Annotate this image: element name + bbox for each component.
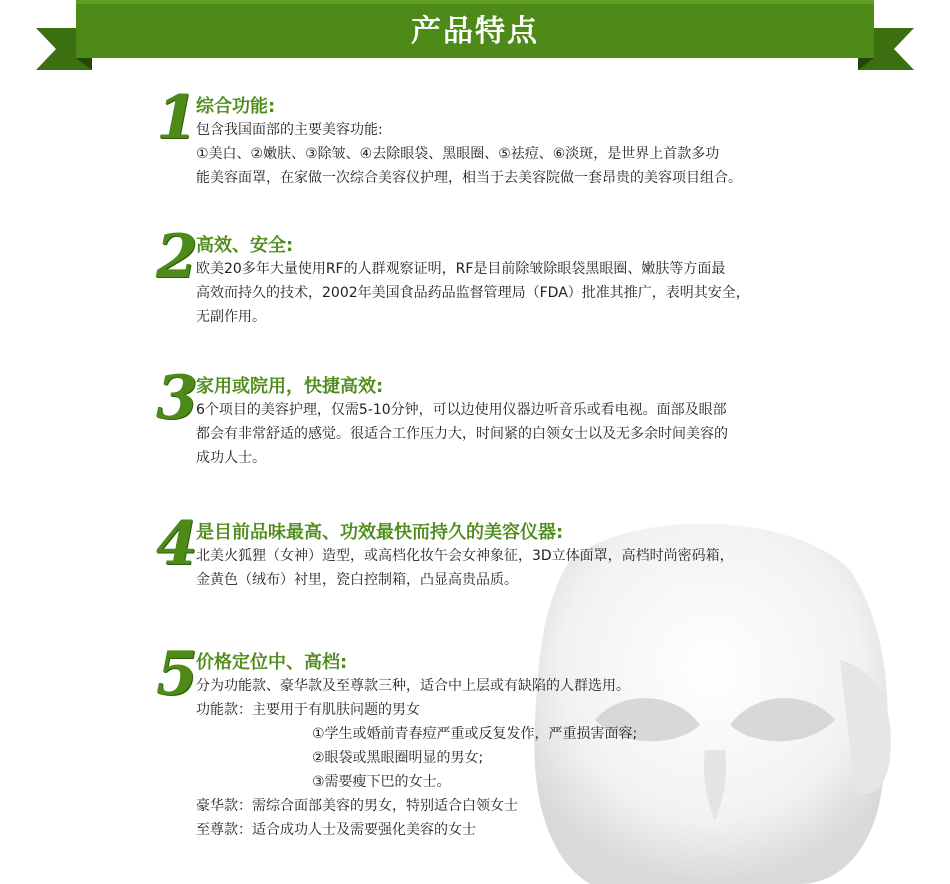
feature-body — [196, 544, 734, 592]
feature-number: 3 — [156, 363, 198, 433]
feature-heading: 高效、安全: — [196, 235, 294, 256]
feature-heading: 综合功能: — [196, 96, 276, 117]
feature-body — [196, 674, 637, 842]
feature-body — [196, 398, 728, 470]
feature-body — [196, 257, 750, 329]
feature-number: 4 — [156, 509, 198, 579]
body-line: 功能款：主要用于有肌肤问题的男女 — [196, 702, 420, 718]
body-line: 分为功能款、豪华款及至尊款三种，适合中上层或有缺陷的人群选用。 — [196, 678, 630, 694]
body-line: 能美容面罩，在家做一次综合美容仪护理，相当于去美容院做一套昂贵的美容项目组合。 — [196, 170, 742, 186]
body-line: 成功人士。 — [196, 450, 266, 466]
body-line: ①学生或婚前青春痘严重或反复发作，严重损害面容; — [312, 726, 638, 742]
body-line: ③需要瘦下巴的女士。 — [312, 774, 451, 790]
feature-number: 5 — [156, 639, 198, 709]
feature-heading: 是目前品味最高、功效最快而持久的美容仪器: — [196, 522, 564, 543]
body-line: 包含我国面部的主要美容功能: — [196, 122, 383, 138]
body-line: 无副作用。 — [196, 309, 266, 325]
page-title: 产品特点 — [411, 14, 539, 49]
body-line: 欧美20多年大量使用RF的人群观察证明，RF是目前除皱除眼袋黑眼圈、嫩肤等方面最 — [196, 261, 726, 277]
title-banner — [0, 0, 950, 80]
body-line: 6个项目的美容护理，仅需5-10分钟，可以边使用仪器边听音乐或看电视。面部及眼部 — [196, 402, 727, 418]
body-line: 北美火狐狸（女神）造型，或高档化妆午会女神象征，3D立体面罩，高档时尚密码箱， — [196, 548, 734, 564]
body-line: 豪华款：需综合面部美容的男女，特别适合白领女士 — [196, 798, 518, 814]
body-line: 至尊款：适合成功人士及需要强化美容的女士 — [196, 822, 476, 838]
body-line: 高效而持久的技术，2002年美国食品药品监督管理局（FDA）批准其推广，表明其安全， — [196, 285, 750, 301]
feature-body — [196, 118, 742, 190]
feature-heading: 价格定位中、高档: — [196, 652, 348, 673]
feature-number: 1 — [156, 83, 198, 153]
body-line: ①美白、②嫩肤、③除皱、④去除眼袋、黑眼圈、⑤祛痘、⑥淡斑，是世界上首款多功 — [196, 146, 720, 162]
feature-number: 2 — [156, 222, 198, 292]
body-line: 金黄色（绒布）衬里，瓷白控制箱，凸显高贵品质。 — [196, 572, 518, 588]
body-line: 都会有非常舒适的感觉。很适合工作压力大，时间紧的白领女士以及无多余时间美容的 — [196, 426, 728, 442]
body-line: ②眼袋或黑眼圈明显的男女; — [312, 750, 484, 766]
feature-heading: 家用或院用，快捷高效: — [196, 376, 384, 397]
